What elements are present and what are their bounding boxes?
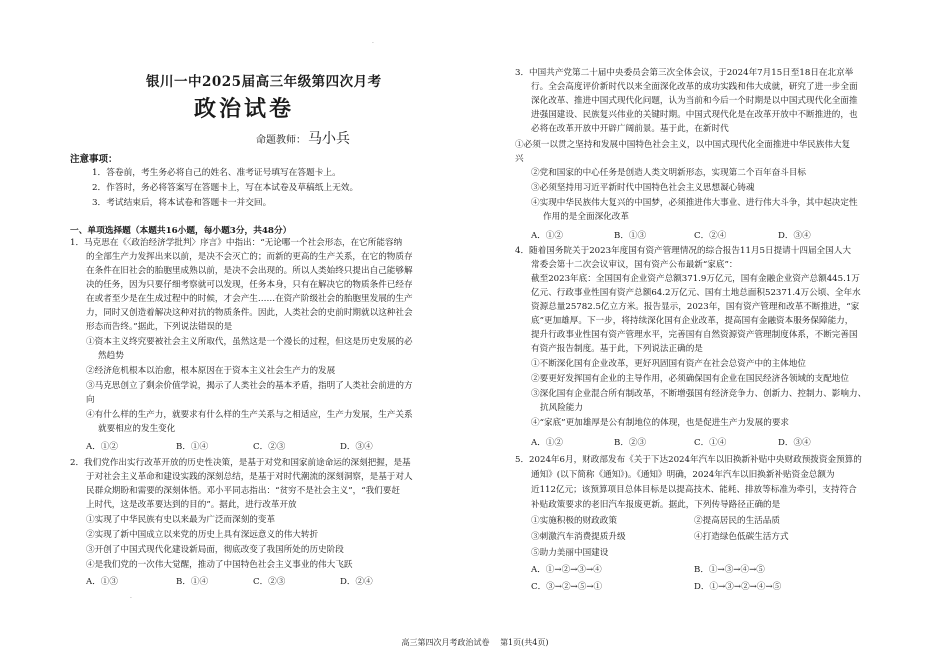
- statement-line: ④打造绿色低碳生活方式: [694, 532, 789, 542]
- question-line: 常委会第十二次会议审议，国有资产公布最新“家底”：: [531, 260, 738, 270]
- question-line: 的全部生产力发挥出来以前，是决不会灭亡的；而新的更高的生产关系，在它的物质存: [86, 252, 413, 262]
- answer-option: C．①④: [694, 438, 727, 448]
- page-number: 第1页(共4页): [500, 638, 549, 647]
- answer-option: D．③④: [778, 231, 811, 241]
- answer-option: D．③④: [340, 442, 373, 452]
- statement-line: ①实现了中华民族有史以来最为广泛而深刻的变革: [86, 515, 276, 525]
- statement-line: ④“家底”更加雄厚是公有制地位的体现，也是促进生产力发展的要求: [531, 418, 790, 428]
- statement-line: 然趋势: [98, 351, 124, 361]
- question-line: 2．我们党作出实行改革开放的历史性决策，是基于对党和国家前途命运的深刻把握，是基: [70, 458, 411, 468]
- statement-line: 抗风险能力: [540, 403, 583, 413]
- statement-line: ③刺激汽车消费提质升级: [531, 532, 626, 542]
- statement-line: ④有什么样的生产力，就要求有什么样的生产关系与之相适应，生产力发展，生产关系: [86, 410, 413, 420]
- footer-title: 高三第四次月考政治试卷: [401, 638, 490, 647]
- teacher-label: 命题教师：: [256, 135, 306, 146]
- decorative-dot: ·: [130, 595, 132, 602]
- notes-heading: 注意事项：: [70, 154, 118, 165]
- answer-option: B．①④: [176, 577, 209, 587]
- question-line: 在或者至少是在生成过程中的时候，才会产生……在资产阶级社会的胎胞里发展的生产: [86, 294, 413, 304]
- answer-option: B．①→③→④→⑤: [694, 565, 765, 575]
- decorative-dot: ·: [372, 40, 374, 47]
- statement-line: ③深化国有企业混合所有制改革，不断增强国有经济竞争力、创新力、控制力、影响力、: [531, 389, 867, 399]
- question-line: 1．马克思在《〈政治经济学批判〉序言》中指出：“无论哪一个社会形态，在它所能容纳: [70, 238, 403, 248]
- question-line: 深化改革、推进中国式现代化问题，认为当前和今后一个时期是以中国式现代化全面推: [531, 96, 858, 106]
- question-line: 亿元、行政事业性国有资产总额64.2万亿元、国有土地总面积52371.4万公顷、全年水: [531, 288, 861, 298]
- question-line: 进强国建设、民族复兴伟业的关键时期。中国式现代化是在改革开放中不断推进的，也: [531, 110, 858, 120]
- statement-line: ②党和国家的中心任务是创造人类文明新形态，实现第二个百年奋斗目标: [531, 168, 807, 178]
- answer-option: D．②④: [340, 577, 373, 587]
- note-item: 3．考试结束后，将本试卷和答题卡一并交回。: [92, 198, 272, 208]
- question-line: 近112亿元；该预算项目总体目标是以提高技术、能耗、排放等标准为牵引，支持符合: [531, 485, 857, 495]
- statement-line: ①必须一以贯之坚持和发展中国特色社会主义，以中国式现代化全面推进中华民族伟大复: [515, 140, 851, 150]
- question-line: 提升行政事业性国有资产管理水平，完善国有自然资源资产管理制度体系，不断完善国: [531, 330, 858, 340]
- answer-option: C．③→②→⑤→①: [531, 582, 603, 592]
- exam-title: 政治试卷: [194, 96, 295, 122]
- answer-option: B．①④: [176, 442, 209, 452]
- answer-option: D．③④: [778, 438, 811, 448]
- teacher-line: [256, 128, 350, 148]
- statement-line: ④是我们党的一次伟大觉醒，推动了中国特色社会主义事业的伟大飞跃: [86, 560, 353, 570]
- question-line: 决的任务，因为只要仔细考察就可以发现，任务本身，只有在解决它的物质条件已经存: [86, 280, 413, 290]
- question-line: 3．中国共产党第二十届中央委员会第三次全体会议，于2024年7月15日至18日在北京举: [515, 68, 854, 78]
- question-line: 资源总量25782.5亿立方米。报告显示，2023年，国有资产管理和改革不断推进，“家: [531, 302, 860, 312]
- question-line: 形态而告终。”据此，下列说法错误的是: [86, 322, 233, 332]
- question-line: 底”更加雄厚。下一步，将持续深化国有企业改革，提高国有金融资本服务保障能力，: [531, 316, 854, 326]
- question-line: 于对社会主义革命和建设实践的深刻总结，是基于对时代潮流的深刻洞察，是基于对人: [86, 472, 413, 482]
- statement-line: 就要相应的发生变化: [98, 424, 176, 434]
- answer-option: A．①②: [86, 442, 118, 452]
- statement-line: ③开创了中国式现代化建设新局面，彻底改变了我国所处的历史阶段: [86, 545, 344, 555]
- question-line: 力，同时又创造着解决这种对抗的物质条件。因此，人类社会的史前时期就以这种社会: [86, 308, 413, 318]
- statement-line: ①资本主义终究要被社会主义所取代，虽然这是一个漫长的过程，但这是历史发展的必: [86, 337, 413, 347]
- answer-option: C．②③: [253, 577, 286, 587]
- statement-line: ②经济危机根本以治愈，根本原因在于资本主义社会生产力的发展: [86, 366, 336, 376]
- answer-option: A．①②: [531, 438, 563, 448]
- answer-option: A．①③: [86, 577, 118, 587]
- statement-line: ②实现了新中国成立以来党的历史上具有深远意义的伟大转折: [86, 530, 319, 540]
- statement-line: ③必须坚持用习近平新时代中国特色社会主义思想凝心铸魂: [531, 183, 755, 193]
- statement-line: 作用的是全面深化改革: [543, 212, 629, 222]
- page-footer: [0, 637, 950, 648]
- statement-line: ②要更好发挥国有企业的主导作用，必须确保国有企业在国民经济各领域的支配地位: [531, 374, 849, 384]
- question-line: 上时代，这是改革要达到的目的”。据此，进行改革开放: [86, 500, 297, 510]
- answer-option: D．①→③→②→④→⑤: [694, 582, 782, 592]
- statement-line: 向: [86, 395, 95, 405]
- note-item: 1．答卷前，考生务必将自己的姓名、准考证号填写在答题卡上。: [92, 168, 341, 178]
- question-line: 通知》(以下简称《通知》)。《通知》明确，2024年汽车以旧换新补贴资金总额为: [531, 470, 835, 480]
- answer-option: C．②④: [694, 231, 727, 241]
- statement-line: 兴: [515, 154, 524, 164]
- question-line: 5．2024年6月，财政部发布《关于下达2024年汽车以旧换新补贴中央财政预拨资金预算的: [515, 455, 862, 465]
- answer-option: C．②③: [253, 442, 286, 452]
- question-line: 补贴政策要求的老旧汽车报废更新。据此，下列传导路径正确的是: [531, 500, 781, 510]
- answer-option: B．②③: [614, 438, 647, 448]
- teacher-name: 马小兵: [308, 131, 350, 147]
- answer-option: A．①→②→③→④: [531, 565, 602, 575]
- question-line: 必将在改革开放中开辟广阔前景。基于此，在新时代: [531, 124, 729, 134]
- statement-line: ②提高居民的生活品质: [694, 516, 780, 526]
- question-line: 民群众期盼和需要的深刻体悟。邓小平同志指出：“贫穷不是社会主义”，“我们要赶: [86, 486, 400, 496]
- question-line: 在条件在旧社会的胎胞里成熟以前，是决不会出现的。所以人类始终只提出自己能够解: [86, 266, 413, 276]
- exam-subtitle: 银川一中2025届高三年级第四次月考: [146, 74, 382, 90]
- question-line: 4．随着国务院关于2023年度国有资产管理情况的综合报告11月5日提请十四届全国人大: [515, 246, 851, 256]
- question-line: 截至2023年底：全国国有企业资产总额371.9万亿元，国有金融企业资产总额445.1万: [531, 274, 860, 284]
- answer-option: A．①②: [531, 231, 563, 241]
- note-item: 2．作答时，务必将答案写在答题卡上，写在本试卷及草稿纸上无效。: [92, 183, 359, 193]
- statement-line: ①实施积极的财政政策: [531, 516, 617, 526]
- statement-line: ③马克思创立了剩余价值学说，揭示了人类社会的基本矛盾，指明了人类社会前进的方: [86, 381, 413, 391]
- section-heading: 一、单项选择题（本题共16小题，每小题3分，共48分）: [70, 226, 292, 236]
- statement-line: ④实现中华民族伟大复兴的中国梦，必须推进伟大事业、进行伟大斗争，其中起决定性: [531, 198, 858, 208]
- statement-line: ⑤助力美丽中国建设: [531, 548, 609, 558]
- question-line: 有资产报告制度。基于此，下列说法正确的是: [531, 344, 703, 354]
- answer-option: B．①③: [614, 231, 647, 241]
- statement-line: ①不断深化国有企业改革，更好巩固国有资产在社会总资产中的主体地位: [531, 359, 807, 369]
- question-line: 行。全会高度评价新时代以来全面深化改革的成功实践和伟大成就，研究了进一步全面: [531, 82, 858, 92]
